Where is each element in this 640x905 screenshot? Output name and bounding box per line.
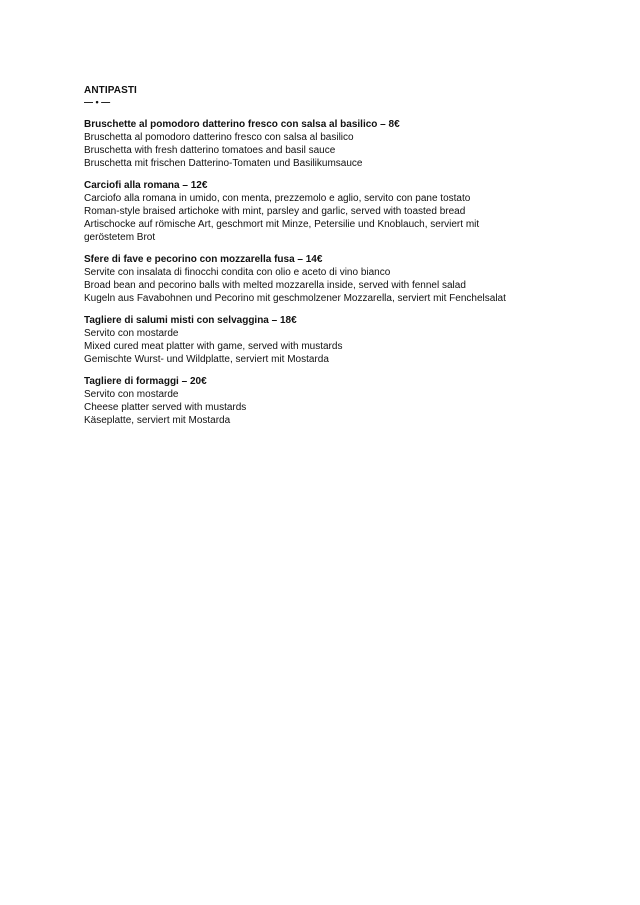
menu-item-desc-de: Gemischte Wurst- und Wildplatte, serviert mit Mostarda (84, 354, 329, 365)
menu-item-title: Tagliere di salumi misti con selvaggina – 18€ (84, 315, 297, 326)
menu-item-sfere (84, 253, 604, 305)
menu-item-title: Carciofi alla romana – 12€ (84, 180, 208, 191)
menu-item-title: Sfere di fave e pecorino con mozzarella fusa – 14€ (84, 254, 323, 265)
menu-item-desc-en: Cheese platter served with mustards (84, 402, 247, 413)
menu-item-title: Bruschette al pomodoro datterino fresco con salsa al basilico – 8€ (84, 119, 400, 130)
menu-item-desc-de: Käseplatte, serviert mit Mostarda (84, 415, 231, 426)
menu-item-desc-en: Mixed cured meat platter with game, served with mustards (84, 341, 343, 352)
menu-item-title: Tagliere di formaggi – 20€ (84, 376, 207, 387)
menu-item-desc-it: Servito con mostarde (84, 328, 179, 339)
menu-item-desc-de: Kugeln aus Favabohnen und Pecorino mit geschmolzener Mozzarella, serviert mit Fenchelsalat (84, 293, 506, 304)
menu-item-carciofi (84, 179, 604, 244)
menu-item-desc-de: Bruschetta mit frischen Datterino-Tomaten und Basilikumsauce (84, 158, 363, 169)
menu-item-desc-en: Bruschetta with fresh datterino tomatoes and basil sauce (84, 145, 336, 156)
menu-page (84, 84, 604, 436)
menu-item-desc-de: Artischocke auf römische Art, geschmort mit Minze, Petersilie und Knoblauch, serviert mit (84, 219, 480, 230)
menu-item-bruschette (84, 118, 604, 170)
menu-item-desc-it: Bruschetta al pomodoro datterino fresco con salsa al basilico (84, 132, 354, 143)
menu-item-formaggi (84, 375, 604, 427)
menu-item-salumi (84, 314, 604, 366)
menu-item-desc-it: Carciofo alla romana in umido, con menta, prezzemolo e aglio, servito con pane tostato (84, 193, 471, 204)
menu-item-desc-en: Roman-style braised artichoke with mint, parsley and garlic, served with toasted bread (84, 206, 466, 217)
menu-item-desc-it: Servito con mostarde (84, 389, 179, 400)
menu-item-desc-en: Broad bean and pecorino balls with melted mozzarella inside, served with fennel salad (84, 280, 466, 291)
section-title: ANTIPASTI (84, 85, 137, 96)
menu-item-desc-it: Servite con insalata di finocchi condita con olio e aceto di vino bianco (84, 267, 391, 278)
section-divider: — • — (84, 97, 111, 107)
menu-item-desc-de-cont: geröstetem Brot (84, 232, 156, 243)
